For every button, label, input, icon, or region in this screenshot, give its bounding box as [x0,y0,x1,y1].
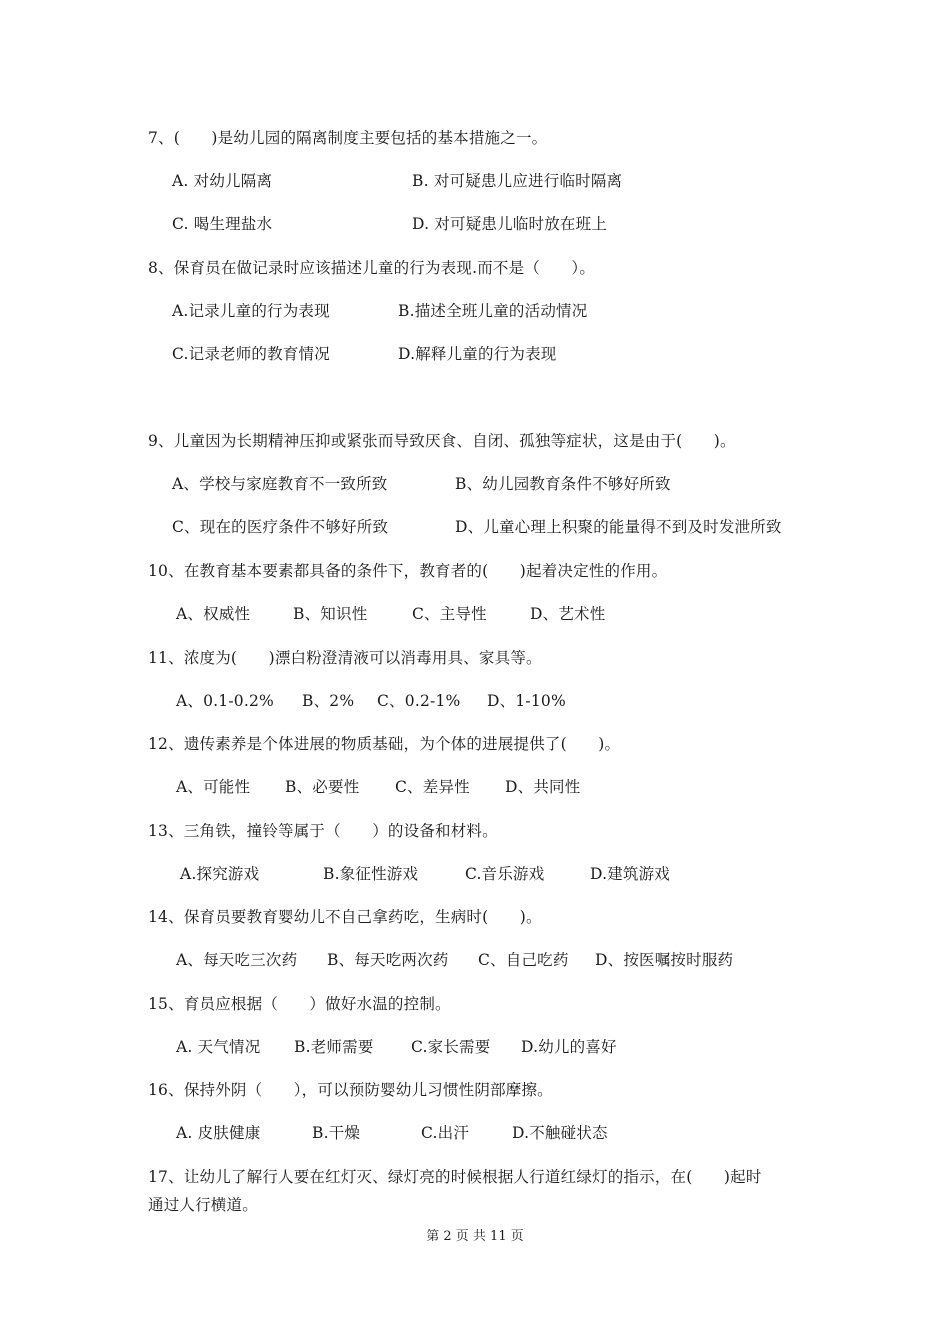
question-9: 9、儿童因为长期精神压抑或紧张而导致厌食、自闭、孤独等症状，这是由于( )。 [148,432,736,450]
q16-option-d: D.不触碰状态 [512,1124,608,1142]
q9-option-b: B、幼儿园教育条件不够好所致 [455,475,671,493]
q11-option-c: C、0.2-1% [377,692,461,710]
q7-option-d: D. 对可疑患儿临时放在班上 [412,215,608,233]
q11-option-b: B、2% [302,692,355,710]
question-16: 16、保持外阴（ ），可以预防婴幼儿习惯性阴部摩擦。 [148,1081,553,1099]
q12-option-d: D、共同性 [505,778,581,796]
q14-option-a: A、每天吃三次药 [176,951,298,969]
q8-option-a: A.记录儿童的行为表现 [172,302,330,320]
q15-option-c: C.家长需要 [411,1038,491,1056]
question-8: 8、保育员在做记录时应该描述儿童的行为表现.而不是（ ）。 [148,259,596,277]
question-17: 17、让幼儿了解行人要在红灯灭、绿灯亮的时候根据人行道红绿灯的指示，在( )起时 [148,1168,762,1186]
q9-option-a: A、学校与家庭教育不一致所致 [172,475,388,493]
question-17-continued: 通过人行横道。 [148,1196,258,1214]
question-12: 12、遗传素养是个体进展的物质基础，为个体的进展提供了( )。 [148,735,621,753]
q14-option-c: C、自己吃药 [478,951,569,969]
q15-option-b: B.老师需要 [294,1038,374,1056]
q10-option-b: B、知识性 [293,605,368,623]
q11-option-d: D、1-10% [487,692,566,710]
q10-option-c: C、主导性 [412,605,487,623]
q13-option-b: B.象征性游戏 [323,865,419,883]
page-number-footer: 第 2 页 共 11 页 [426,1229,524,1244]
q8-option-c: C.记录老师的教育情况 [172,345,330,363]
question-14: 14、保育员要教育婴幼儿不自己拿药吃，生病时( )。 [148,908,542,926]
q10-option-d: D、艺术性 [530,605,606,623]
question-15: 15、育员应根据（ ）做好水温的控制。 [148,995,451,1013]
q14-option-d: D、按医嘱按时服药 [595,951,734,969]
q7-option-b: B. 对可疑患儿应进行临时隔离 [412,172,623,190]
question-10: 10、在教育基本要素都具备的条件下，教育者的( )起着决定性的作用。 [148,562,668,580]
q12-option-c: C、差异性 [395,778,470,796]
q12-option-a: A、可能性 [176,778,251,796]
q12-option-b: B、必要性 [285,778,360,796]
q13-option-c: C.音乐游戏 [465,865,545,883]
question-11: 11、浓度为( )漂白粉澄清液可以消毒用具、家具等。 [148,649,542,667]
q9-option-c: C、现在的医疗条件不够好所致 [172,518,389,536]
q13-option-d: D.建筑游戏 [590,865,671,883]
q8-option-d: D.解释儿童的行为表现 [398,345,557,363]
q14-option-b: B、每天吃两次药 [327,951,449,969]
q16-option-a: A. 皮肤健康 [176,1124,261,1142]
q16-option-c: C.出汗 [421,1124,470,1142]
q15-option-d: D.幼儿的喜好 [521,1038,617,1056]
question-7: 7、( )是幼儿园的隔离制度主要包括的基本措施之一。 [148,129,548,147]
q8-option-b: B.描述全班儿童的活动情况 [398,302,588,320]
q7-option-c: C. 喝生理盐水 [172,215,273,233]
q15-option-a: A. 天气情况 [176,1038,261,1056]
q7-option-a: A. 对幼儿隔离 [172,172,273,190]
question-13: 13、三角铁，撞铃等属于（ ）的设备和材料。 [148,822,498,840]
q9-option-d: D、儿童心理上积聚的能量得不到及时发泄所致 [455,518,782,536]
q10-option-a: A、权威性 [176,605,251,623]
q16-option-b: B.干燥 [312,1124,361,1142]
q11-option-a: A、0.1-0.2% [176,692,274,710]
q13-option-a: A.探究游戏 [180,865,260,883]
